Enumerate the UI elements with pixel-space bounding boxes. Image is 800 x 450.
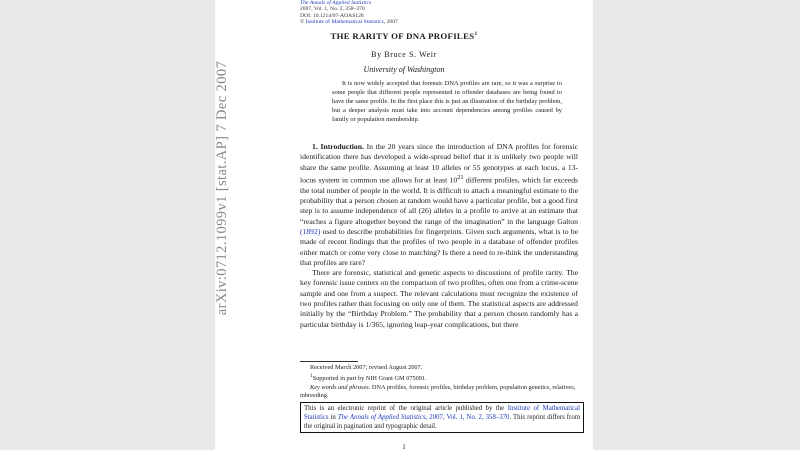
citation-galton-link[interactable]: (1892) (300, 226, 321, 236)
paragraph-introduction: 1. Introduction. In the 20 years since the introduction of DNA profiles for forensic identification there has developed a wide-spread belief that it is unlikely two people will share the same profile. Assuming at least 10 alleles or 55 genotypes at each locus, a 13-locus system in common use allows for at least $10^{21}$ different profiles, which far exceeds the total number of people in the world. It is difficult to attach a meaningful estimate to the probability that a person chosen at random would have a particular profile, but a good first step is to assume independence of all (26) alleles in a profile to arrive at an estimate that “reaches a figure altogether beyond the range of the imagination” in the language Galton (1892) used to describe probabilities for fingerprints. Given such arguments, what is to be made of recent findings that the profiles of two people in a database of offender profiles either match or come very close to matching? Is there a need to re-think the understanding that profiles are rare? (300, 142, 578, 267)
doi-line: DOI: 10.1214/07-AOAS128 (300, 12, 364, 19)
footnotes (300, 364, 590, 401)
copyright-line: © Institute of Mathematical Statistics, 2007 (300, 19, 398, 26)
body-text (300, 142, 578, 330)
journal-reprint-link[interactable]: The Annals of Applied Statistics (337, 414, 426, 422)
footnote-keywords: Key words and phrases. DNA profiles, forensic profiles, birthday problem, population genetics, relatives, inbreeding. (300, 383, 576, 400)
citation-reprint-link[interactable]: , 2007, Vol. 1, No. 2, 358–370 (425, 414, 510, 422)
author-line: By Bruce S. Weir (371, 50, 437, 59)
paragraph-second: There are forensic, statistical and genetic aspects to discussions of profile rarity. The key forensic issue centers on the comparison of two profiles, often one from a crime-scene sample and one from a suspect. The relevant calculations must recognize the existence of two profiles rather than focusing on only one of them. The statistical aspects are addressed initially by the “Birthday Problem.” The probability that a person chosen randomly has a particular birthday is 1/365, ignoring leap-year complications, but there (300, 268, 578, 329)
ims-link[interactable]: Institute of Mathematical Statistics (305, 19, 384, 26)
abstract-text: It is now widely accepted that forensic DNA profiles are rare, so it was a surprise to some people that different people represented in offender databases are being found to have the same profile. In the first place this is just an illustration of the birthday problem, but a deeper analysis must take into account dependencies among profiles caused by family or population membership. (332, 80, 562, 123)
abstract (332, 80, 562, 125)
reprint-notice-box: This is an electronic reprint of the original article published by the Institute of Mathematical Statistics in The Annals of Applied Statistics, 2007, Vol. 1, No. 2, 358–370. This reprint differs from the original in pagination and typographic detail. (300, 402, 584, 433)
page-number: 1 (402, 443, 406, 450)
section-heading: 1. Introduction. (312, 142, 364, 151)
arxiv-stamp: arXiv:0712.1099v1 [stat.AP] 7 Dec 2007 (214, 60, 230, 316)
journal-name-link[interactable]: The Annals of Applied Statistics (300, 0, 372, 6)
volume-line: 2007, Vol. 1, No. 2, 358–370 (300, 6, 365, 13)
footnote-support: $^1$Supported in part by NIH Grant GM 075091. (310, 373, 427, 383)
footnote-received: Received March 2007; revised August 2007. (310, 364, 423, 371)
paper-title: THE RARITY OF DNA PROFILES$^1$ (330, 31, 478, 41)
exponent: 21 (457, 173, 464, 181)
paper-page (215, 0, 593, 450)
title-footnote-mark: 1 (474, 31, 478, 38)
affiliation: University of Washington (363, 65, 445, 74)
footnote-rule (300, 361, 358, 362)
ims-reprint-link[interactable]: Institute of Mathematical Statistics (304, 405, 581, 422)
journal-header (300, 0, 398, 26)
